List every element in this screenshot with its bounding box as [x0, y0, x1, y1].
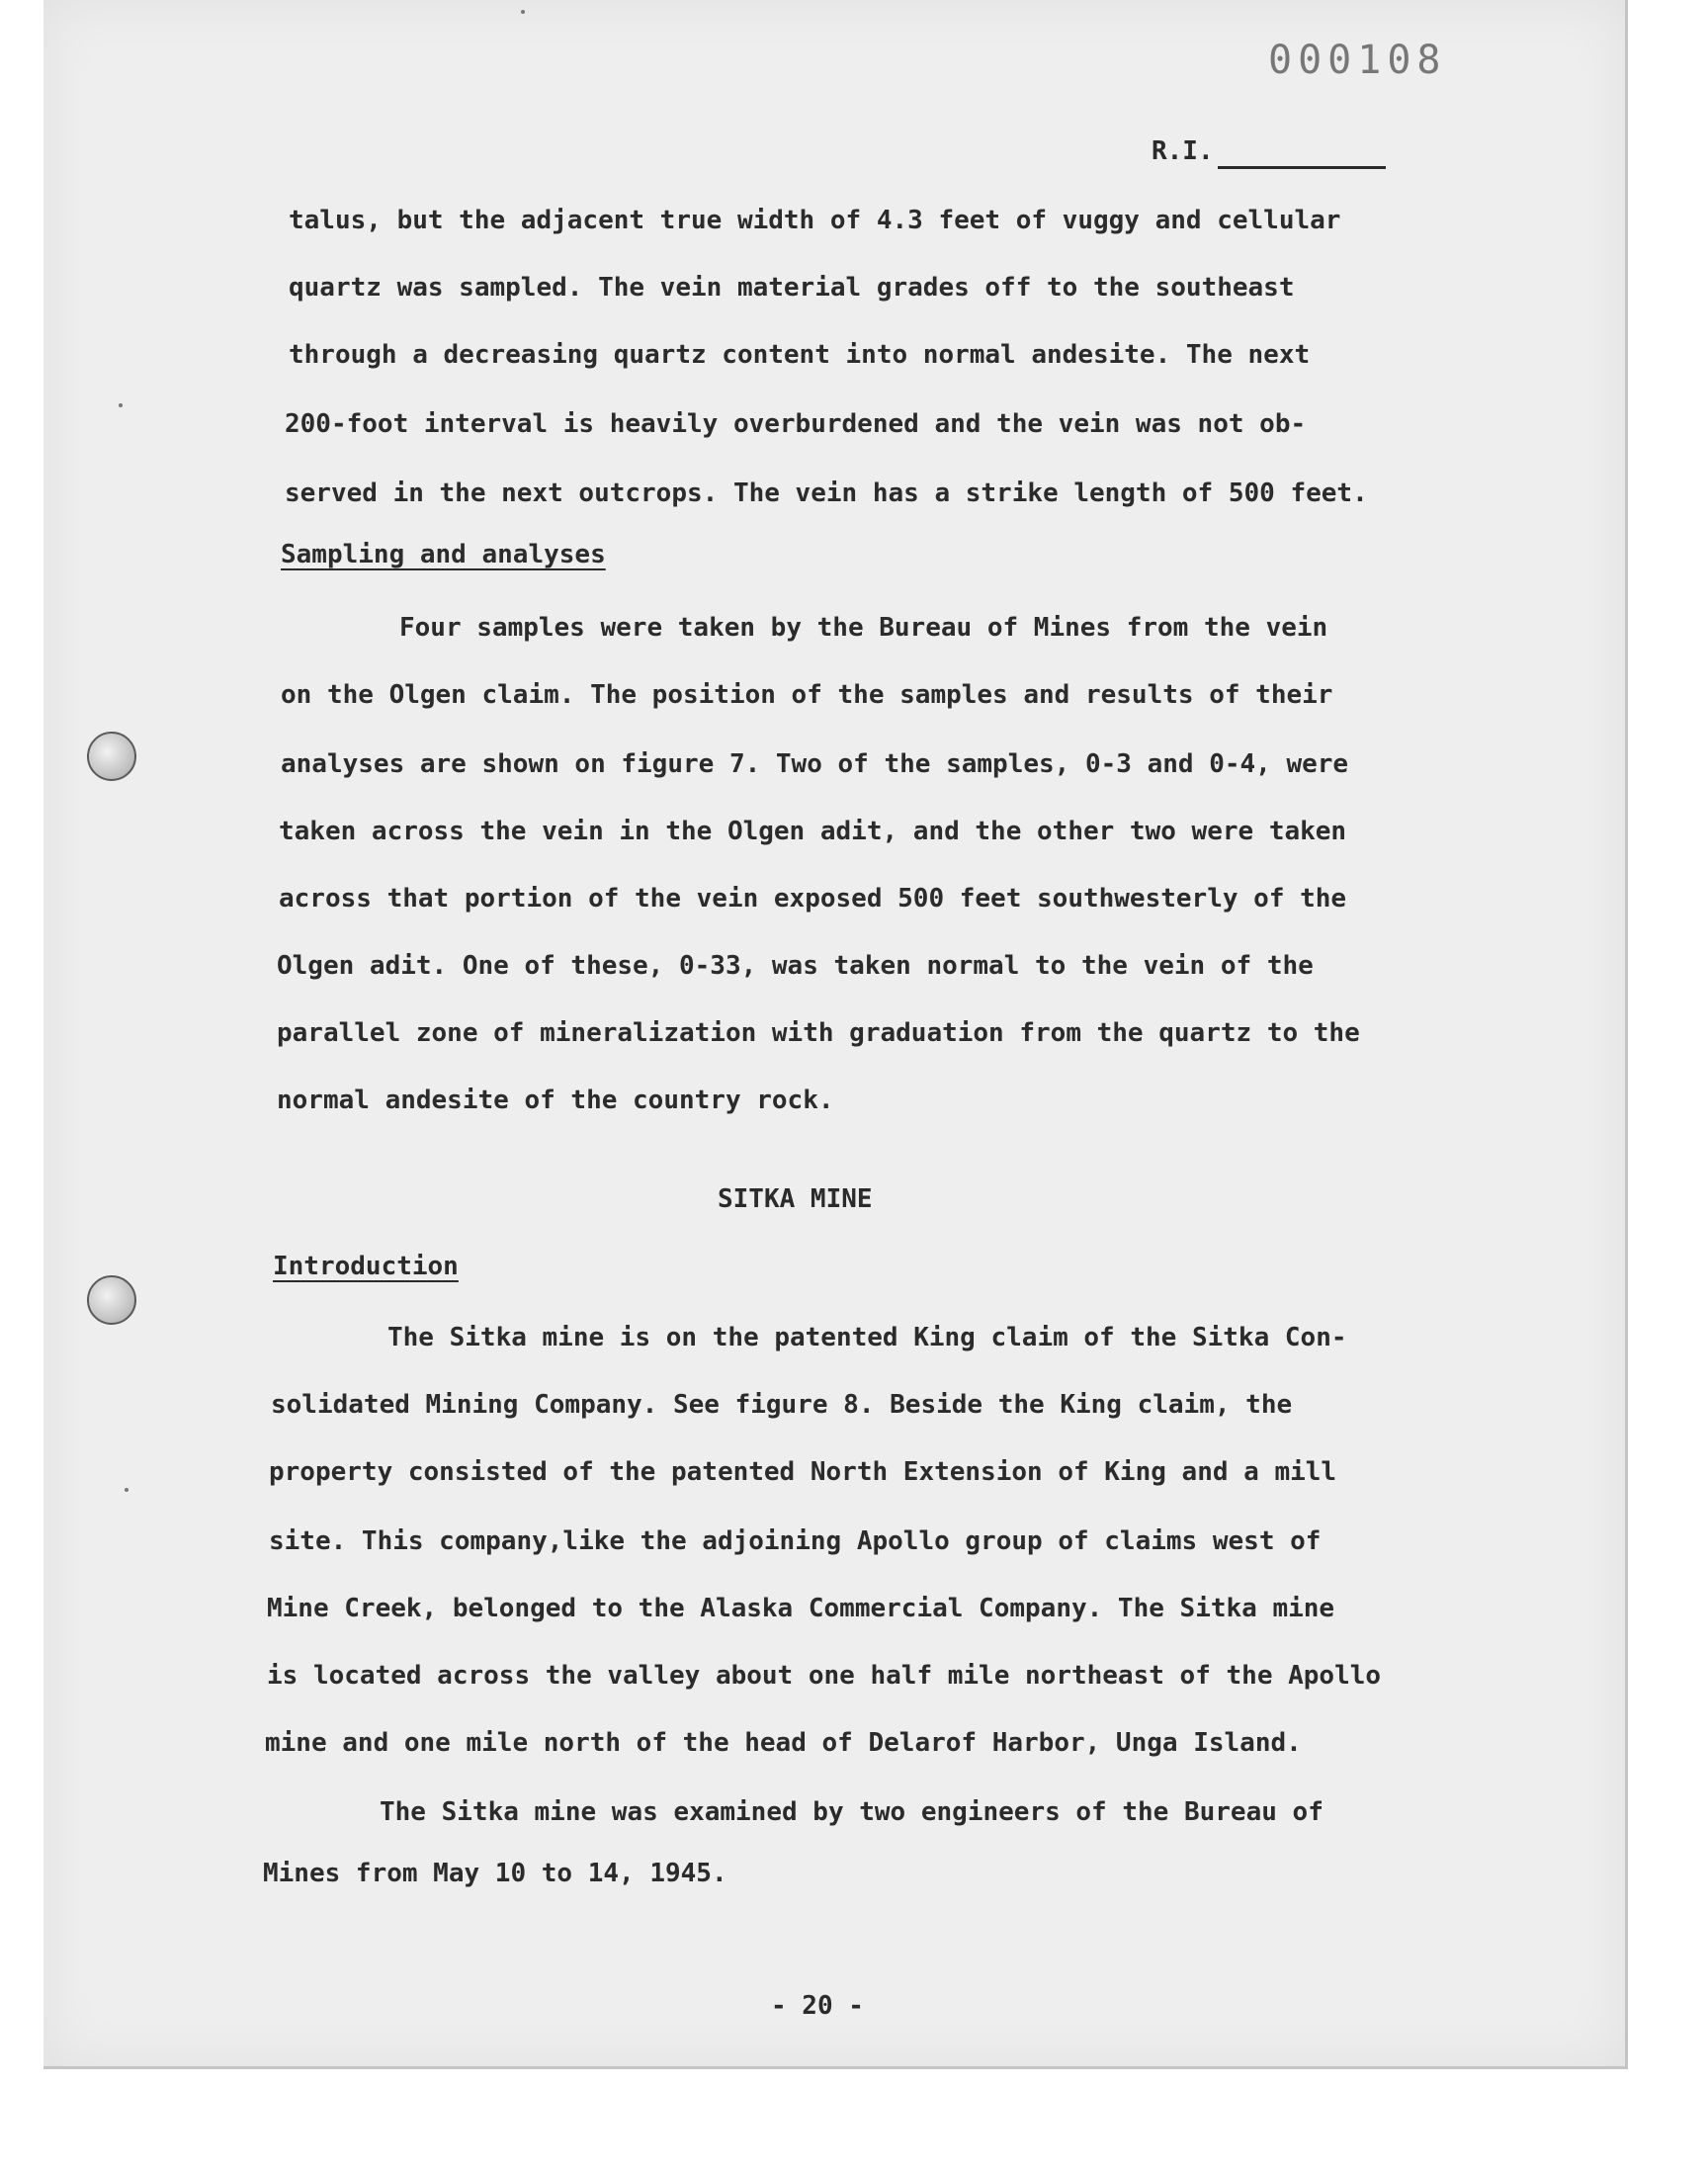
text-line: normal andesite of the country rock.	[277, 1086, 834, 1115]
text-line: Mines from May 10 to 14, 1945.	[263, 1859, 727, 1888]
text-line: 200-foot interval is heavily overburdened and the vein was not ob-	[285, 409, 1307, 439]
section-title: SITKA MINE	[718, 1184, 873, 1214]
sampling-heading: Sampling and analyses	[281, 540, 606, 569]
text-line: Olgen adit. One of these, 0-33, was taken normal to the vein of the	[277, 951, 1314, 981]
text-line: solidated Mining Company. See figure 8. Beside the King claim, the	[271, 1390, 1293, 1420]
text-line: talus, but the adjacent true width of 4.3 feet of vuggy and cellular	[289, 206, 1341, 235]
page-number: - 20 -	[771, 1991, 864, 2021]
ri-blank-line	[1218, 166, 1386, 169]
text-line: quartz was sampled. The vein material grades off to the southeast	[289, 273, 1295, 303]
ri-label: R.I.	[1152, 136, 1214, 166]
introduction-heading: Introduction	[273, 1252, 459, 1281]
text-line: through a decreasing quartz content into normal andesite. The next	[289, 340, 1311, 370]
text-line: served in the next outcrops. The vein has a strike length of 500 feet.	[285, 478, 1368, 508]
text-line: The Sitka mine was examined by two engineers of the Bureau of	[380, 1797, 1324, 1827]
text-line: analyses are shown on figure 7. Two of the samples, 0-3 and 0-4, were	[281, 749, 1349, 779]
text-line: taken across the vein in the Olgen adit, and the other two were taken	[279, 817, 1347, 846]
document-number: 000108	[1268, 38, 1447, 83]
speck	[119, 403, 123, 407]
text-line: site. This company,like the adjoining Apollo group of claims west of	[269, 1526, 1322, 1556]
speck	[125, 1488, 128, 1492]
speck	[521, 10, 525, 14]
text-line: across that portion of the vein exposed 500 feet southwesterly of the	[279, 884, 1347, 914]
text-line: parallel zone of mineralization with graduation from the quartz to the	[277, 1018, 1360, 1048]
text-line: The Sitka mine is on the patented King claim of the Sitka Con-	[387, 1323, 1347, 1352]
binder-hole-icon	[87, 732, 136, 781]
text-line: mine and one mile north of the head of Delarof Harbor, Unga Island.	[265, 1728, 1302, 1758]
text-line: is located across the valley about one half mile northeast of the Apollo	[267, 1661, 1382, 1691]
text-line: Mine Creek, belonged to the Alaska Commercial Company. The Sitka mine	[267, 1594, 1335, 1623]
text-line: Four samples were taken by the Bureau of Mines from the vein	[399, 613, 1328, 643]
text-line: on the Olgen claim. The position of the samples and results of their	[281, 680, 1333, 710]
binder-hole-icon	[87, 1275, 136, 1325]
text-line: property consisted of the patented North Extension of King and a mill	[269, 1457, 1337, 1487]
